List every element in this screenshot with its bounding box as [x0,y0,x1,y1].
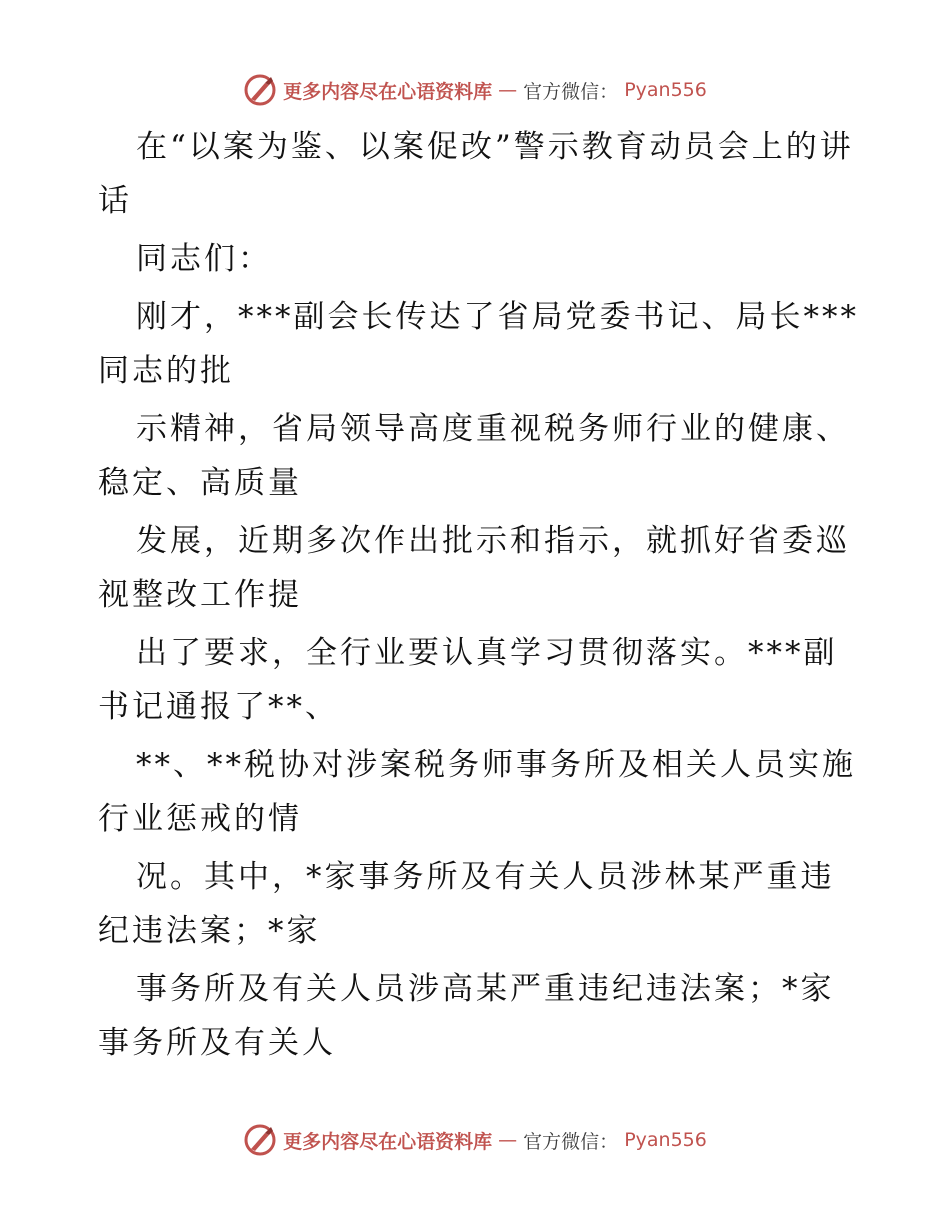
quill-logo-icon [243,73,277,107]
paragraph: **、**税协对涉案税务师事务所及相关人员实施行业惩戒的情 [98,747,856,837]
watermark-wechat-id: Pyan556 [624,1129,707,1151]
paragraph: 刚才，***副会长传达了省局党委书记、局长***同志的批 [98,299,859,389]
watermark-official-label: 官方微信： [523,1130,619,1153]
watermark-official-label: 官方微信： [523,80,619,103]
paragraph: 示精神，省局领导高度重视税务师行业的健康、稳定、高质量 [98,411,850,501]
footer-watermark [0,1120,950,1160]
watermark-wechat-id: Pyan556 [624,79,707,101]
paragraph: 同志们： [136,241,272,277]
watermark-dash: — [498,79,518,101]
paragraph: 出了要求，全行业要认真学习贯彻落实。***副书记通报了**、 [98,635,838,725]
paragraph: 况。其中，*家事务所及有关人员涉林某严重违纪违法案；*家 [98,859,835,949]
watermark-main-text: 更多内容尽在心语资料库 [283,80,493,103]
quill-logo-icon [243,1123,277,1157]
watermark-main-text: 更多内容尽在心语资料库 [283,1130,493,1153]
document-body [98,120,868,1074]
document-title: 在“以案为鉴、以案促改”警示教育动员会上的讲话 [98,129,854,219]
paragraph: 事务所及有关人员涉高某严重违纪违法案；*家事务所及有关人 [98,971,835,1061]
paragraph: 发展，近期多次作出批示和指示，就抓好省委巡视整改工作提 [98,523,850,613]
header-watermark [0,70,950,110]
watermark-dash: — [498,1129,518,1151]
